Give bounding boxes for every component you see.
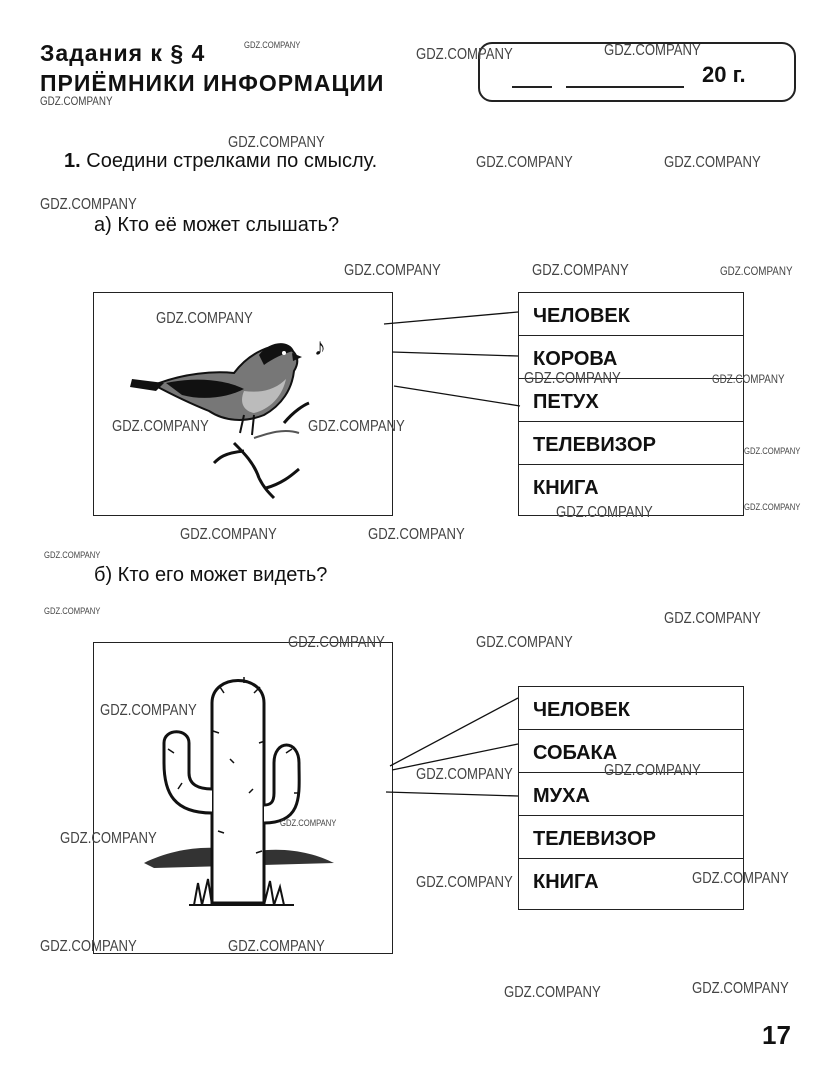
line-b-fly [386, 792, 518, 796]
watermark: GDZ.COMPANY [524, 370, 621, 387]
watermark: GDZ.COMPANY [280, 818, 337, 828]
watermark: GDZ.COMPANY [40, 938, 137, 955]
watermark: GDZ.COMPANY [228, 938, 325, 955]
watermark: GDZ.COMPANY [416, 46, 513, 63]
watermark: GDZ.COMPANY [44, 606, 101, 616]
watermark: GDZ.COMPANY [604, 42, 701, 59]
question-b: б) Кто его может видеть? [94, 564, 328, 586]
watermark: GDZ.COMPANY [664, 610, 761, 627]
watermark: GDZ.COMPANY [180, 526, 277, 543]
watermark: GDZ.COMPANY [112, 418, 209, 435]
option-a-4[interactable]: ТЕЛЕВИЗОР [519, 422, 743, 465]
watermark: GDZ.COMPANY [156, 310, 253, 327]
watermark: GDZ.COMPANY [416, 766, 513, 783]
watermark: GDZ.COMPANY [556, 504, 653, 521]
line-a-cow [392, 352, 518, 356]
watermark: GDZ.COMPANY [60, 830, 157, 847]
music-note-icon: ♪ [314, 334, 326, 361]
option-a-2[interactable]: КОРОВА [519, 336, 743, 379]
watermark: GDZ.COMPANY [244, 40, 301, 50]
watermark: GDZ.COMPANY [532, 262, 629, 279]
watermark: GDZ.COMPANY [720, 264, 793, 278]
option-b-4[interactable]: ТЕЛЕВИЗОР [519, 816, 743, 859]
option-a-3[interactable]: ПЕТУХ [519, 379, 743, 422]
watermark: GDZ.COMPANY [604, 762, 701, 779]
line-a-human [384, 312, 518, 324]
question-a: а) Кто её может слышать? [94, 214, 340, 236]
watermark: GDZ.COMPANY [744, 446, 801, 456]
option-b-1[interactable]: ЧЕЛОВЕК [519, 687, 743, 730]
watermark: GDZ.COMPANY [504, 984, 601, 1001]
watermark: GDZ.COMPANY [664, 154, 761, 171]
option-b-2[interactable]: СОБАКА [519, 730, 743, 773]
watermark: GDZ.COMPANY [100, 702, 197, 719]
watermark: GDZ.COMPANY [368, 526, 465, 543]
watermark: GDZ.COMPANY [228, 134, 325, 151]
line-a-rooster [394, 386, 520, 406]
option-a-1[interactable]: ЧЕЛОВЕК [519, 293, 743, 336]
task-number: 1. [64, 150, 81, 172]
date-year: 20 г. [702, 62, 746, 87]
watermark: GDZ.COMPANY [476, 634, 573, 651]
section-subtitle: ПРИЁМНИКИ ИНФОРМАЦИИ [40, 70, 385, 96]
watermark: GDZ.COMPANY [344, 262, 441, 279]
watermark: GDZ.COMPANY [712, 372, 785, 386]
watermark: GDZ.COMPANY [40, 196, 137, 213]
option-b-5[interactable]: КНИГА [533, 871, 599, 893]
watermark: GDZ.COMPANY [308, 418, 405, 435]
watermark: GDZ.COMPANY [40, 94, 113, 108]
watermark: GDZ.COMPANY [44, 550, 101, 560]
page-number: 17 [762, 1020, 791, 1050]
watermark: GDZ.COMPANY [744, 502, 801, 512]
watermark: GDZ.COMPANY [416, 874, 513, 891]
option-a-5[interactable]: КНИГА [533, 477, 599, 499]
option-b-3[interactable]: МУХА [519, 773, 743, 816]
watermark: GDZ.COMPANY [692, 980, 789, 997]
watermark: GDZ.COMPANY [288, 634, 385, 651]
section-title: Задания к § 4 [40, 40, 206, 66]
line-b-human [390, 698, 518, 766]
task-text: Соедини стрелками по смыслу. [86, 150, 378, 172]
watermark: GDZ.COMPANY [476, 154, 573, 171]
watermark: GDZ.COMPANY [692, 870, 789, 887]
